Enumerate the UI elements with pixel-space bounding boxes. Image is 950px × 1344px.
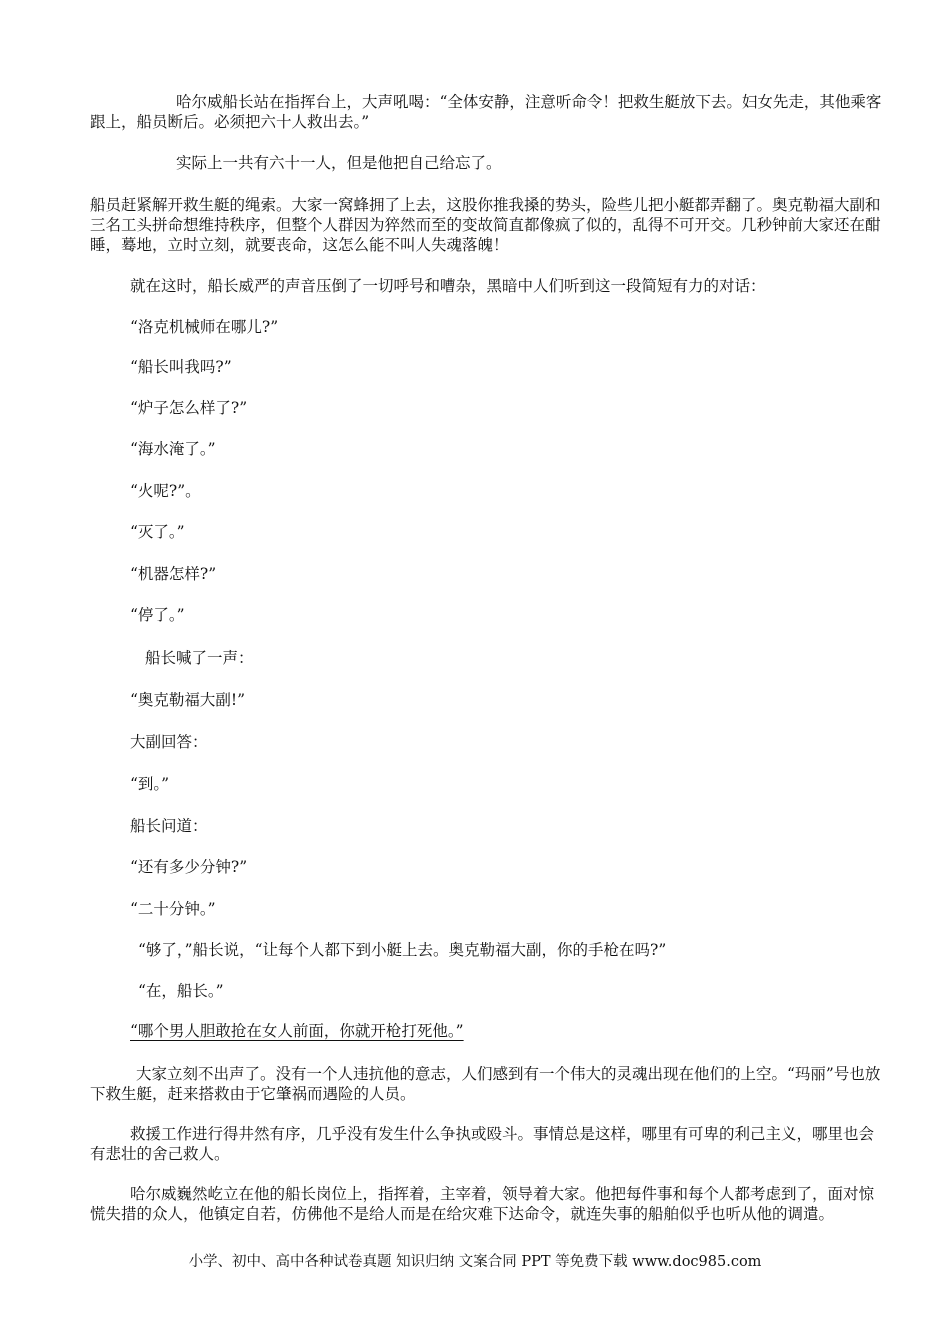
page-footer: 小学、初中、高中各种试卷真题 知识归纳 文案合同 PPT 等免费下载 www.doc985.com	[188, 1254, 762, 1270]
dialogue-line: “在，船长。”	[138, 982, 224, 1000]
paragraph-harvey-command: 哈尔威巍然屹立在他的船长岗位上，指挥着，主宰着，领导着大家。他把每件事和每个人都考虑到了，面对惊慌失措的众人，他镇定自若，仿佛他不是给人而是在给灾难下达命令，就连失事的船舶似乎也听从他的调遣。	[90, 1185, 875, 1223]
paragraph-rescue-order: 救援工作进行得井然有序，几乎没有发生什么争执或殴斗。事情总是这样，哪里有可卑的利己主义，哪里也会有悲壮的舍己救人。	[90, 1125, 875, 1163]
paragraph-silence: 大家立刻不出声了。没有一个人违抗他的意志，人们感到有一个伟大的灵魂出现在他们的上空。“玛丽”号也放下救生艇，赶来搭救由于它肇祸而遇险的人员。	[90, 1065, 881, 1103]
dialogue-line: “还有多少分钟?”	[130, 858, 248, 876]
dialogue-line: “火呢?”。	[130, 482, 201, 500]
narration-line: 船长问道：	[130, 817, 208, 835]
narration-line: 大副回答：	[130, 733, 208, 751]
paragraph-sixty-one: 实际上一共有六十一人，但是他把自己给忘了。	[176, 154, 502, 172]
dialogue-line: “灭了。”	[130, 523, 185, 541]
dialogue-line: “船长叫我吗?”	[130, 358, 232, 376]
dialogue-line: “到。”	[130, 775, 170, 793]
dialogue-line: “够了，”船长说，“让每个人都下到小艇上去。奥克勒福大副，你的手枪在吗?”	[138, 941, 667, 959]
paragraph-captain-order: 哈尔威船长站在指挥台上，大声吼喝：“全体安静，注意听命令！把救生艇放下去。妇女先走，其他乘客跟上，船员断后。必须把六十人救出去。”	[90, 93, 882, 131]
dialogue-line: “奥克勒福大副!”	[130, 691, 246, 709]
dialogue-line: “机器怎样?”	[130, 565, 217, 583]
dialogue-line: “炉子怎么样了?”	[130, 399, 248, 417]
narration-line: 船长喊了一声：	[145, 649, 254, 667]
dialogue-line: “洛克机械师在哪儿?”	[130, 318, 279, 336]
dialogue-line: “停了。”	[130, 606, 185, 624]
dialogue-line: “海水淹了。”	[130, 440, 216, 458]
dialogue-line-underlined: “哪个男人胆敢抢在女人前面，你就开枪打死他。”	[130, 1022, 464, 1040]
dialogue-line: “二十分钟。”	[130, 900, 216, 918]
paragraph-dialogue-intro: 就在这时，船长威严的声音压倒了一切呼号和嘈杂，黑暗中人们听到这一段简短有力的对话：	[130, 277, 766, 295]
paragraph-crew-rush: 船员赶紧解开救生艇的绳索。大家一窝蜂拥了上去，这股你推我搡的势头，险些儿把小艇都弄翻了。奥克勒福大副和三名工头拼命想维持秩序，但整个人群因为猝然而至的变故简直都像疯了似的，乱得不可开交。几秒钟前大家还在酣睡，蓦地，立时立刻，就要丧命，这怎么能不叫人失魂落魄！	[90, 196, 881, 254]
